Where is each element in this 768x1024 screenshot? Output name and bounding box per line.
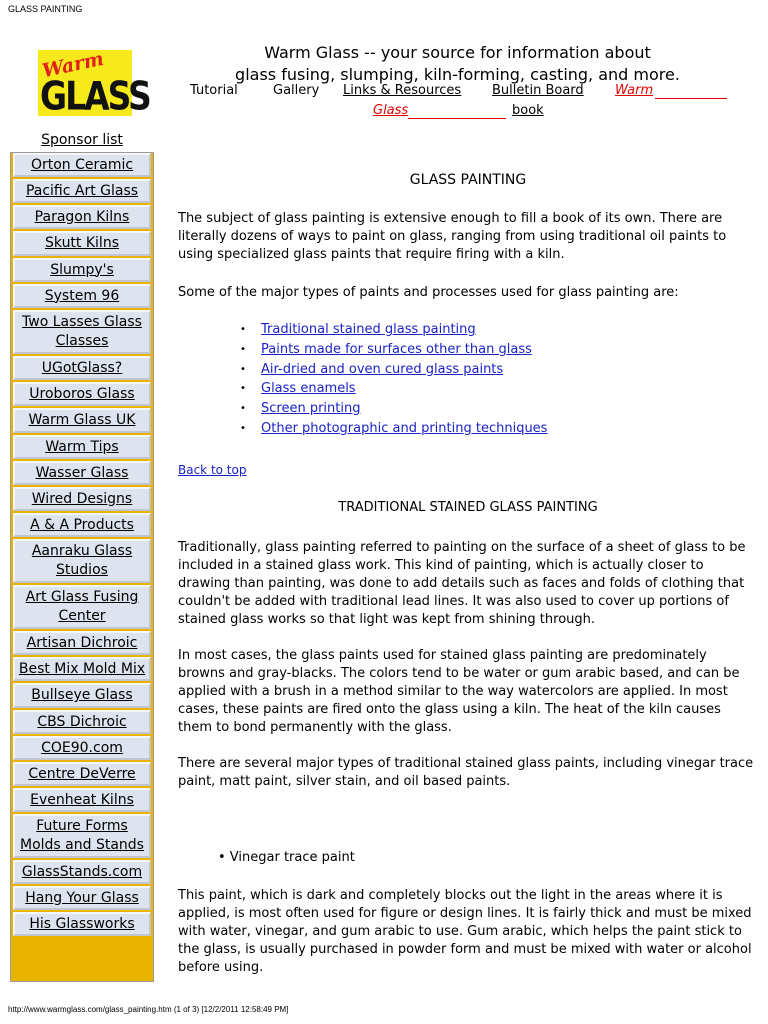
paragraph-vinegar: This paint, which is dark and completely blocks out the light in the areas where it is applied, is most often used for figure or design lines. It is fairly thick and must be mixed with water, vinegar, and gum arabic to use. Gum arabic, which helps the paint stick to the glass, is usually purchased in powder form and must be mixed with water or alcohol before using. [178,888,752,975]
sponsor-item[interactable] [13,205,151,229]
back-to-top-link[interactable]: Back to top [178,463,247,477]
toc-link[interactable]: Traditional stained glass painting [261,322,476,337]
warm-glass-logo[interactable] [38,47,150,119]
sponsor-item-label[interactable]: Wired Designs [31,490,133,507]
nav-book-glass[interactable]: Glass [373,103,409,118]
sponsor-item-label[interactable]: GlassStands.com [21,863,143,880]
section-title: TRADITIONAL STAINED GLASS PAINTING [338,500,598,515]
nav-book[interactable]: book [512,103,544,118]
sponsor-item[interactable] [13,284,151,308]
toc-link[interactable]: Paints made for surfaces other than glass [261,341,532,357]
toc-link[interactable]: Screen printing [261,401,361,417]
sponsor-item-label[interactable]: Slumpy's [50,261,114,278]
sponsor-item-label[interactable]: Art Glass Fusing Center [25,589,139,624]
sponsor-item[interactable] [13,461,151,485]
sponsor-item-label[interactable]: Aanraku Glass Studios [31,543,133,578]
toc-link[interactable]: Other photographic and printing techniques [261,420,548,436]
list-item [240,321,547,341]
sponsor-item[interactable] [13,513,151,537]
sponsor-item-label[interactable]: Artisan Dichroic [26,634,138,651]
sponsor-item[interactable] [13,487,151,511]
sponsor-item[interactable] [13,886,151,910]
sponsor-item-label[interactable]: Pacific Art Glass [25,182,139,199]
tagline-line-2: glass fusing, slumping, kiln-forming, casting, and more. [235,65,680,84]
intro-paragraph: The subject of glass painting is extensive enough to fill a book of its own. There are literally dozens of ways to paint on glass, ranging from using traditional oil paints to using specialized glass paints that require firing with a kiln. [178,211,727,262]
sponsor-item-label[interactable]: His Glassworks [29,915,135,932]
types-intro-paragraph: Some of the major types of paints and processes used for glass painting are: [178,285,679,300]
sponsor-item[interactable] [13,912,151,936]
sponsor-item-label[interactable]: Paragon Kilns [34,208,130,225]
paragraph-paints: In most cases, the glass paints used for stained glass painting are predominately browns and gray-blacks. The colors tend to be water or gum arabic based, and can be applied with a brush in a method similar to the way watercolors are applied. In most cases, these paints are fired onto the glass using a kiln. The heat of the kiln causes them to bond permanently with the glass. [178,648,740,735]
sponsor-item[interactable] [13,231,151,256]
logo-word-glass: GLASS [40,72,150,119]
vinegar-trace-heading: • Vinegar trace paint [218,850,355,865]
nav-tutorial[interactable]: Tutorial [190,83,238,98]
nav-gallery[interactable]: Gallery [273,83,320,98]
sponsor-item[interactable] [13,631,151,655]
list-item [240,361,547,381]
tagline-line-1: Warm Glass -- your source for information about [264,43,651,62]
print-footer: http://www.warmglass.com/glass_painting.htm (1 of 3) [12/2/2011 12:58:49 PM] [8,1005,289,1014]
sponsor-item[interactable] [13,788,151,812]
sponsor-item-label[interactable]: Bullseye Glass [31,687,133,703]
paint-types-list [240,321,547,440]
toc-link[interactable]: Air-dried and oven cured glass paints [261,361,504,377]
sponsor-item-label[interactable]: Evenheat Kilns [30,791,134,808]
sponsor-item[interactable] [13,736,151,760]
sponsor-item[interactable] [13,710,151,734]
page-title: GLASS PAINTING [409,172,527,188]
sponsor-item[interactable] [13,657,151,681]
sponsor-item-label[interactable]: UGotGlass? [41,359,123,376]
nav-warm-glass-book[interactable]: Warm [615,83,654,98]
sponsor-item[interactable] [13,356,151,380]
sponsor-sidebar [10,152,154,982]
sponsor-item[interactable] [13,310,151,354]
sponsor-item[interactable] [13,814,151,858]
sponsor-item-label[interactable]: Orton Ceramic [30,156,134,173]
sponsor-item-label[interactable]: Best Mix Mold Mix [18,660,146,677]
sponsor-item-label[interactable]: Hang Your Glass [25,889,139,906]
list-item [240,420,547,440]
logo-word-warm: Warm [40,47,106,83]
paragraph-types: There are several major types of traditional stained glass paints, including vinegar trace paint, matt paint, silver stain, and oil based paints. [178,756,754,789]
sponsor-item[interactable] [13,762,151,786]
sponsor-item-label[interactable]: CBS Dichroic [37,713,127,730]
sponsor-item[interactable] [13,860,151,884]
paragraph-traditional: Traditionally, glass painting referred to painting on the surface of a sheet of glass to be included in a stained glass work. This kind of painting, which is actually closer to drawing than painting, was done to add details such as faces and folds of clothing that couldn't be added with traditional lead lines. It was also used to cover up portions of stained glass works so that light was kept from shining through. [178,540,746,627]
sponsor-item-label[interactable]: Skutt Kilns [45,235,119,251]
sponsor-item[interactable] [13,683,151,708]
list-item [240,400,547,420]
sponsor-item-label[interactable]: Wasser Glass [35,464,129,481]
nav-bulletin-board[interactable]: Bulletin Board [492,83,584,98]
list-item [240,380,547,400]
sponsor-item-label[interactable]: System 96 [44,287,120,304]
list-item [240,341,547,361]
sponsor-item-label[interactable]: A & A Products [30,516,134,533]
sponsor-item[interactable] [13,258,151,282]
nav-book-underline-2 [408,118,506,119]
print-header: GLASS PAINTING [8,4,83,14]
sponsor-item[interactable] [13,585,151,629]
sponsor-item-label[interactable]: Uroboros Glass [29,385,135,402]
sponsor-item-label[interactable]: Warm Tips [45,438,119,455]
sponsor-item[interactable] [13,435,151,459]
sponsor-item[interactable] [13,153,151,177]
sponsor-item-label[interactable]: COE90.com [41,739,123,756]
nav-links-resources[interactable]: Links & Resources [343,83,462,98]
nav-book-underline [655,98,727,99]
sponsor-item-label[interactable]: Two Lasses Glass Classes [22,314,142,349]
sponsor-item[interactable] [13,382,151,406]
sponsor-item-label[interactable]: Centre DeVerre [28,765,136,782]
toc-link[interactable]: Glass enamels [261,381,356,397]
sponsor-item[interactable] [13,179,151,203]
sponsor-item[interactable] [13,539,151,583]
sponsor-item[interactable] [13,408,151,433]
sponsor-item-label[interactable]: Future Forms Molds and Stands [20,818,144,853]
sponsor-list-title[interactable]: Sponsor list [41,132,123,148]
sponsor-item-label[interactable]: Warm Glass UK [28,412,136,428]
